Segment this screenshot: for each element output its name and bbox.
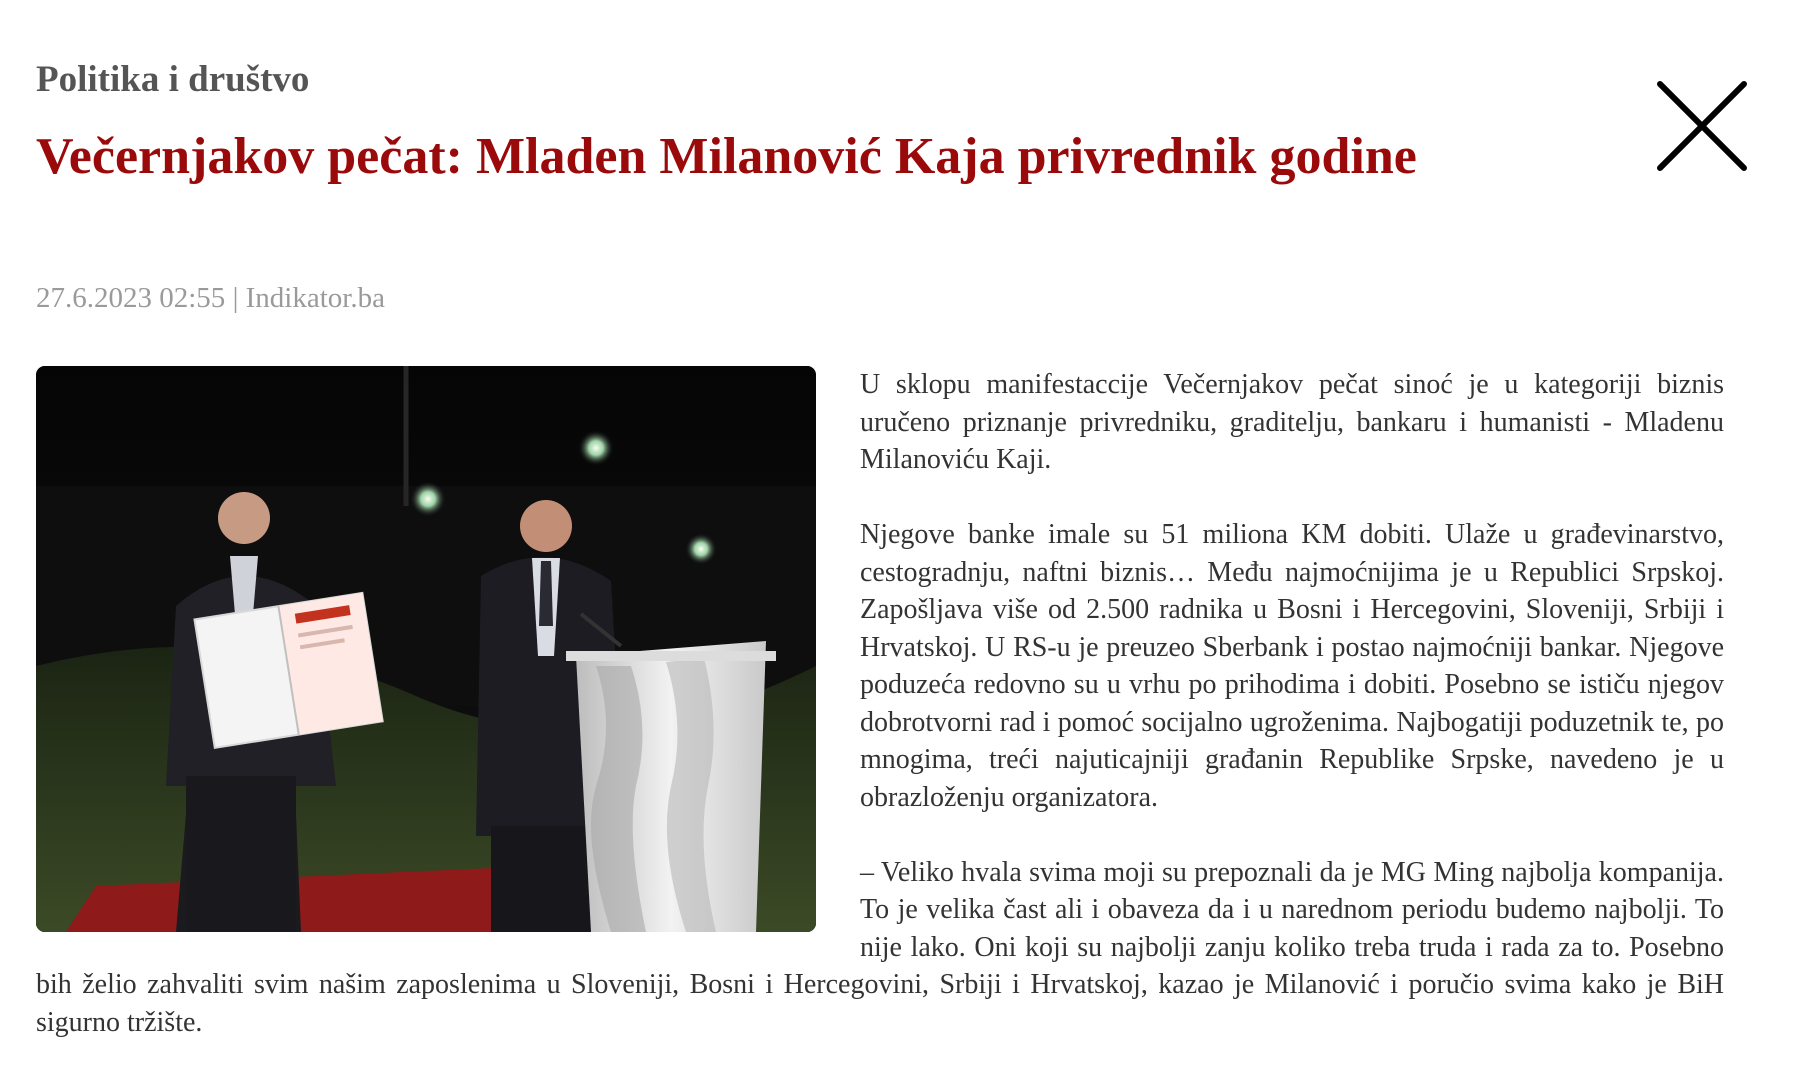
paragraph-2: Njegove banke imale su 51 miliona KM dobiti. Ulaže u građevinarstvo, cestogradnju, naftni biznis… Među najmoćnijima je u Republici Srpskoj. Zapošljava više od 2.500 radnika u Bosni i Hercegovini, Sloveniji, Srbiji i Hrvatskoj. U RS-u je preuzeo Sberbank i postao najmoćniji bankar. Njegove poduzeća redovno su u vrhu po prihodima i dobiti. Posebno se ističu njegov dobrotvorni rad i pomoć socijalno ugroženima. Najbogatiji poduzetnik te, po mnogima, treći najuticajniji građanin Republike Srpske, navedeno je u obrazloženju organizatora. bbox=[860, 519, 1724, 813]
article-title: Večernjakov pečat: Mladen Milanović Kaja privrednik godine bbox=[36, 128, 1417, 185]
meta-separator: | bbox=[232, 282, 239, 314]
paragraph-1: U sklopu manifestaccije Večernjakov pečat sinoć je u kategoriji biznis uručeno priznanje privredniku, graditelju, bankaru i humanisti - Mladenu Milanoviću Kaji. bbox=[860, 369, 1724, 475]
close-icon bbox=[1652, 76, 1752, 176]
article-source[interactable]: Indikator.ba bbox=[245, 282, 385, 314]
photo-award-ceremony-icon bbox=[36, 366, 816, 932]
paragraph-3: – Veliko hvala svima moji su prepoznali da je MG Ming najbolja kompanija. To je velika čast ali i obaveza da i u narednom periodu budemo najbolji. To nije lako. Oni koji su najbolji zanju koliko treba truda i rada za to. Posebno bih želio zahvaliti svim našim zaposlenima u Sloveniji, Bosni i Hercegovini, Srbiji i Hrvatskoj, kazao je Milanović i poručio svima kako je BiH sigurno tržište. bbox=[36, 856, 1724, 1038]
article-meta bbox=[36, 282, 385, 315]
article-date: 27.6.2023 02:55 bbox=[36, 282, 226, 314]
article-body bbox=[36, 366, 1724, 1079]
close-button[interactable] bbox=[1652, 76, 1752, 176]
article-category[interactable]: Politika i društvo bbox=[36, 59, 310, 100]
article-photo[interactable] bbox=[36, 366, 816, 932]
